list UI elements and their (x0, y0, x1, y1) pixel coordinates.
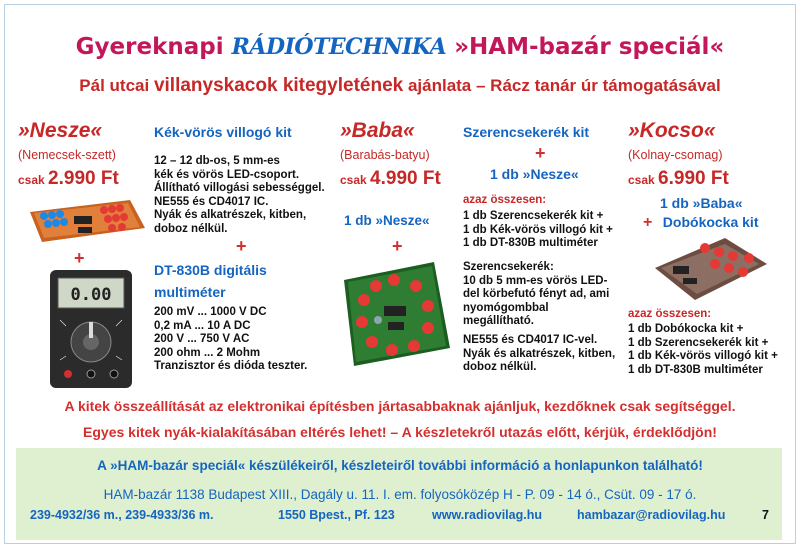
product-name-nesze: »Nesze« (18, 119, 103, 142)
total-label: azaz összesen: (463, 194, 547, 206)
plus-sign: + (392, 236, 403, 256)
wheel-desc-1: Szerencsekerék: 10 db 5 mm-es vörös LED- del körbefutó fényt ad, ami nyomógombbal megállítható. (463, 261, 610, 327)
footer-address: HAM-bazár 1138 Budapest XIII., Dagály u. 11. I. em. folyosóközép H - P. 09 - 14 ó., Csüt. 09 - 17 ó. (103, 487, 697, 502)
price-prefix: csak (340, 173, 367, 187)
price-amount: 4.990 Ft (370, 168, 441, 189)
footer-info: A »HAM-bazár speciál« készülékeiről, készleteiről további információ a honlapunkon található! (97, 458, 703, 473)
plus-sign: + (535, 143, 546, 163)
note-line-2: Egyes kitek nyák-kialakításában eltérés lehet! – A készletekről utazás előtt, kérjük, érdeklődjön! (83, 424, 717, 440)
note-line-1: A kitek összeállítását az elektronikai építésben jártasabbaknak ajánljuk, kezdőknek csak segítséggel. (64, 398, 736, 414)
radiotechnika-logo: RÁDIÓTECHNIKA (231, 34, 447, 60)
subtitle-post: ajánlata – Rácz tanár úr támogatásával (407, 76, 721, 95)
meter-title-2: multiméter (154, 284, 226, 300)
subtitle-pre: Pál utcai (79, 76, 150, 95)
kocso-extra-line (643, 214, 759, 232)
multimeter-image (50, 270, 132, 388)
fortune-wheel-board-image (338, 262, 450, 366)
total-label: azaz összesen: (628, 308, 712, 320)
multimeter-display: 0.00 (70, 285, 112, 305)
price-kocso (628, 168, 729, 190)
kit-title-wheel: Szerencsekerék kit (463, 124, 590, 140)
kocso-extra-2: Dobókocka kit (662, 214, 759, 230)
subtitle-big: villanyskacok kitegyletének (153, 75, 404, 96)
product-name-baba: »Baba« (340, 119, 415, 142)
price-nesze (18, 168, 119, 190)
kocso-extra-1: 1 db »Baba« (660, 195, 743, 211)
kit-title-flasher: Kék-vörös villogó kit (154, 124, 292, 140)
meter-title-1: DT-830B digitális (154, 262, 267, 278)
footer-email[interactable]: hambazar@radiovilag.hu (577, 508, 726, 522)
plus-sign: + (236, 236, 247, 256)
price-prefix: csak (18, 173, 45, 187)
title-pre: Gyereknapi (75, 34, 224, 60)
wheel-desc-2: NE555 és CD4017 IC-vel. Nyák és alkatrészek, kitben, doboz nélkül. (463, 334, 616, 373)
product-name-kocso: »Kocso« (628, 119, 716, 142)
title-post: »HAM-bazár speciál« (454, 34, 725, 60)
wheel-extra: 1 db »Nesze« (490, 166, 579, 182)
price-amount: 6.990 Ft (658, 168, 729, 189)
product-sub-nesze: (Nemecsek-szett) (18, 148, 116, 162)
dice-board-image (655, 238, 767, 300)
product-sub-baba: (Barabás-batyu) (340, 148, 430, 162)
product-sub-kocso: (Kolnay-csomag) (628, 148, 723, 162)
plus-sign: + (643, 214, 653, 231)
plus-sign: + (74, 248, 85, 268)
baba-extra: 1 db »Nesze« (344, 213, 430, 228)
price-baba (340, 168, 441, 190)
footer-phone: 239-4932/36 m., 239-4933/36 m. (30, 508, 214, 522)
footer-web[interactable]: www.radiovilag.hu (432, 508, 542, 522)
page-subtitle (0, 75, 800, 97)
led-flasher-board-image (30, 200, 145, 242)
meter-desc: 200 mV ... 1000 V DC 0,2 mA ... 10 A DC 200 V ... 750 V AC 200 ohm ... 2 Mohm Tranzisztor és dióda teszter. (154, 306, 308, 372)
page-title (0, 34, 800, 60)
price-prefix: csak (628, 173, 655, 187)
total-items-kocso: 1 db Dobókocka kit + 1 db Szerencsekerék kit + 1 db Kék-vörös villogó kit + 1 db DT-830B multiméter (628, 323, 778, 376)
price-amount: 2.990 Ft (48, 168, 119, 189)
kit-desc-flasher: 12 – 12 db-os, 5 mm-es kék és vörös LED-csoport. Állítható villogási sebességgel. NE555 és CD4017 IC. Nyák és alkatrészek, kitben, doboz nélkül. (154, 155, 325, 235)
page-number: 7 (762, 508, 769, 522)
footer-post: 1550 Bpest., Pf. 123 (278, 508, 395, 522)
total-items-baba: 1 db Szerencsekerék kit + 1 db Kék-vörös villogó kit + 1 db DT-830B multiméter (463, 210, 613, 249)
